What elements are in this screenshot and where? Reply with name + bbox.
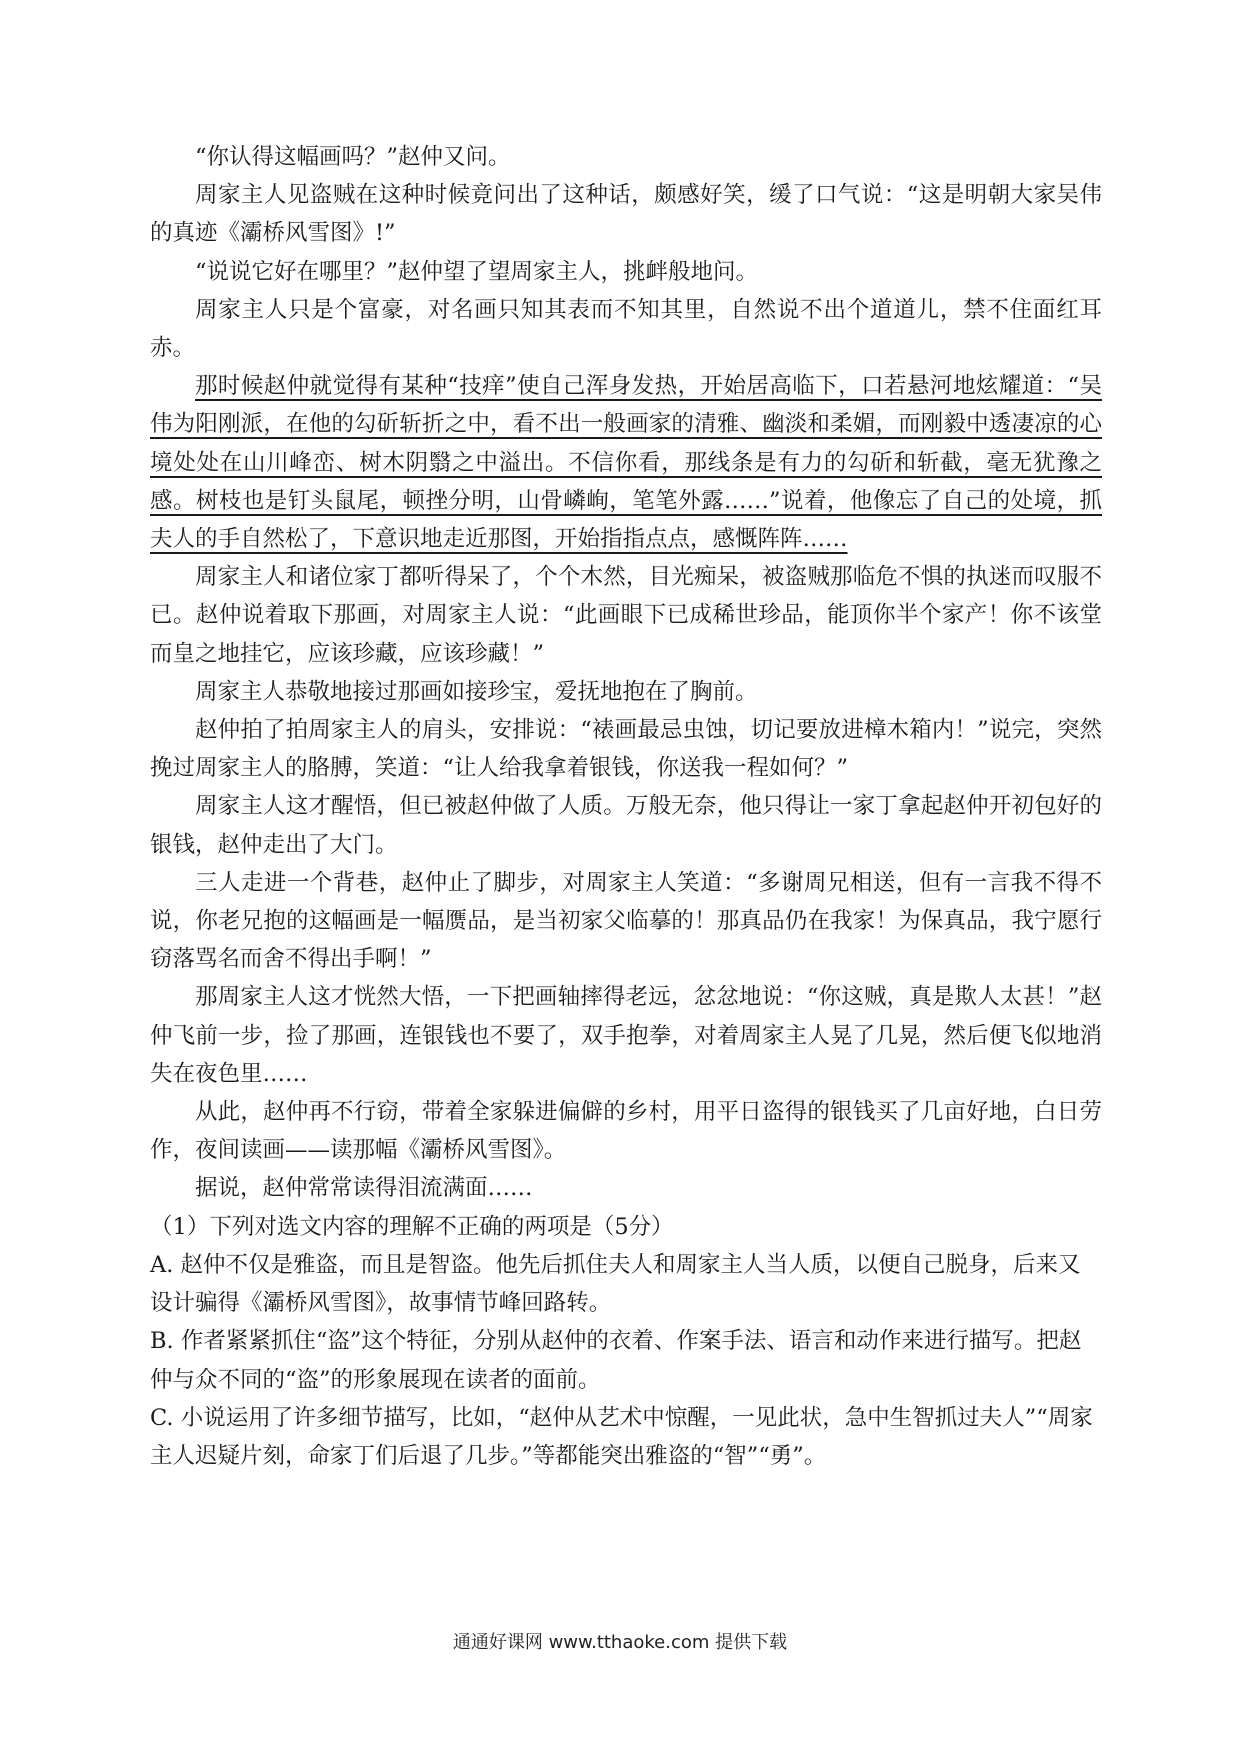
paragraph: 周家主人和诸位家丁都听得呆了，个个木然，目光痴呆，被盗贼那临危不惧的执迷而叹服不已。赵仲说着取下那画，对周家主人说：“此画眼下已成稀世珍品，能顶你半个家产！你不该堂而皇之地挂它，应该珍藏，应该珍藏！” [150, 564, 1102, 667]
paragraph: 周家主人见盗贼在这种时候竟问出了这种话，颇感好笑，缓了口气说：“这是明朝大家吴伟的真迹《灞桥风雪图》!” [150, 182, 1102, 247]
paragraph: 据说，赵仲常常读得泪流满面…… [195, 1175, 533, 1202]
underlined-paragraph [150, 367, 1102, 558]
paragraph: 那周家主人这才恍然大悟，一下把画轴摔得老远，忿忿地说：“你这贼，真是欺人太甚！”赵仲飞前一步，捡了那画，连银钱也不要了，双手抱拳，对着周家主人晃了几晃，然后便飞似地消失在夜色里…… [150, 984, 1102, 1087]
option-c: C. 小说运用了许多细节描写，比如，“赵仲从艺术中惊醒，一见此状，急中生智抓过夫人”“周家主人迟疑片刻，命家丁们后退了几步。”等都能突出雅盗的“智”“勇”。 [150, 1404, 1093, 1469]
paragraph: 周家主人恭敬地接过那画如接珍宝，爱抚地抱在了胸前。 [195, 678, 758, 705]
option-a: A. 赵仲不仅是雅盗，而且是智盗。他先后抓住夫人和周家主人当人质，以便自己脱身，后来又设计骗得《灞桥风雪图》，故事情节峰回路转。 [150, 1251, 1081, 1317]
paragraph: 三人走进一个背巷，赵仲止了脚步，对周家主人笑道：“多谢周兄相送，但有一言我不得不说，你老兄抱的这幅画是一幅赝品，是当初家父临摹的！那真品仍在我家！为保真品，我宁愿行窃落骂名而舍不得出手啊！” [150, 869, 1102, 973]
paragraph: 从此，赵仲再不行窃，带着全家躲进偏僻的乡村，用平日盗得的银钱买了几亩好地，白日劳作，夜间读画——读那幅《灞桥风雪图》。 [150, 1099, 1102, 1164]
paragraph: “你认得这幅画吗？”赵仲又问。 [195, 144, 511, 170]
paragraph: 周家主人只是个富豪，对名画只知其表而不知其里，自然说不出个道道儿，禁不住面红耳赤。 [150, 296, 1102, 362]
option-b: B. 作者紧紧抓住“盗”这个特征，分别从赵仲的衣着、作案手法、语言和动作来进行描写。把赵仲与众不同的“盗”的形象展现在读者的面前。 [150, 1328, 1082, 1393]
paragraph: 周家主人这才醒悟，但已被赵仲做了人质。万般无奈，他只得让一家丁拿起赵仲开初包好的银钱，赵仲走出了大门。 [150, 793, 1102, 858]
question-stem: （1）下列对选文内容的理解不正确的两项是（5分） [150, 1213, 674, 1240]
paragraph: 赵仲拍了拍周家主人的肩头，安排说：“裱画最忌虫蚀，切记要放进樟木箱内！”说完，突然挽过周家主人的胳膊，笑道：“让人给我拿着银钱，你送我一程如何？” [150, 717, 1102, 782]
underlined-text: 那时候赵仲就觉得有某种“技痒”使自己浑身发热，开始居高临下，口若悬河地炫耀道：“吴伟为阳刚派，在他的勾斫斩折之中，看不出一般画家的清雅、幽淡和柔媚，而刚毅中透凄凉的心境处处在山川峰峦、树木阴翳之中溢出。不信你看，那线条是有力的勾斫和斩截，毫无犹豫之感。树枝也是钉头鼠尾，顿挫分明，山骨嶙峋，笔笔外露……”说着，他像忘了自己的处境，抓夫人的手自然松了，下意识地走近那图，开始指指点点，感慨阵阵…… [150, 373, 1102, 553]
paragraph: “说说它好在哪里？”赵仲望了望周家主人，挑衅般地问。 [195, 258, 759, 285]
page-footer: 通通好课网 www.tthaoke.com 提供下载 [452, 1632, 788, 1653]
document-body [150, 138, 1102, 1475]
